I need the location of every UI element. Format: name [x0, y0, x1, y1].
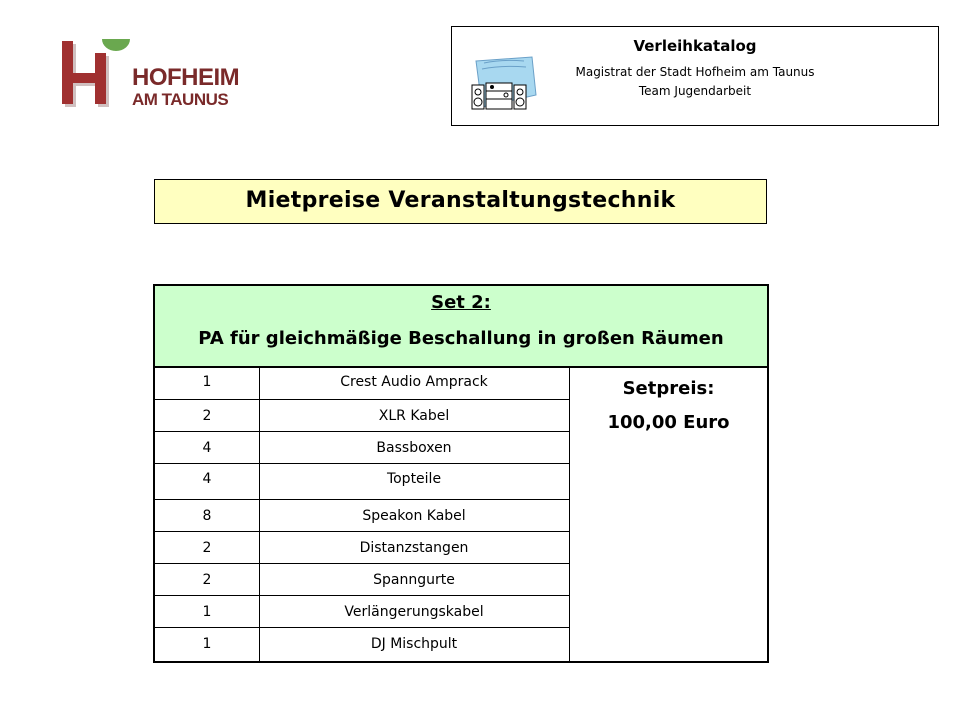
table-row: [155, 432, 569, 464]
logo-text-line2: AM TAUNUS: [132, 90, 229, 109]
item-quantity: 1: [202, 636, 212, 652]
item-name: Verlängerungskabel: [344, 604, 484, 620]
item-name: Crest Audio Amprack: [340, 374, 488, 390]
catalog-subtitle-office: Magistrat der Stadt Hofheim am Taunus: [575, 65, 815, 79]
item-quantity: 4: [202, 471, 212, 487]
set-description: PA für gleichmäßige Beschallung in großen Räumen: [198, 328, 724, 349]
item-name: Speakon Kabel: [362, 508, 466, 524]
set-label: Set 2:: [431, 292, 491, 313]
table-row: [155, 596, 569, 628]
page-title: Mietpreise Veranstaltungstechnik: [154, 179, 767, 224]
item-quantity: 2: [202, 572, 212, 588]
item-quantity: 1: [202, 604, 212, 620]
table-row: [155, 400, 569, 432]
catalog-subtitle-team: Team Jugendarbeit: [638, 84, 752, 98]
table-row: [155, 532, 569, 564]
table-row: [155, 564, 569, 596]
item-quantity: 2: [202, 540, 212, 556]
item-quantity: 8: [202, 508, 212, 524]
item-name: Spanngurte: [373, 572, 455, 588]
item-name: Bassboxen: [376, 440, 452, 456]
set-price-label: Setpreis:: [622, 378, 715, 399]
table-row: [155, 464, 569, 500]
catalog-header: [451, 26, 939, 126]
item-quantity: 4: [202, 440, 212, 456]
set-table-header: [155, 286, 767, 368]
set-table: [153, 284, 769, 663]
item-name: XLR Kabel: [378, 408, 450, 424]
item-name: Topteile: [386, 471, 442, 487]
column-divider: [259, 368, 260, 661]
item-quantity: 1: [202, 374, 212, 390]
item-name: DJ Mischpult: [370, 636, 458, 652]
catalog-title: Verleihkatalog: [633, 37, 757, 55]
hofheim-logo: [58, 36, 248, 116]
item-name: Distanzstangen: [359, 540, 469, 556]
table-row: [155, 628, 569, 661]
item-quantity: 2: [202, 408, 212, 424]
logo-text-line1: HOFHEIM: [132, 64, 240, 91]
hofheim-logo-icon: [58, 36, 132, 112]
table-row: [155, 500, 569, 532]
table-row: [155, 368, 569, 400]
set-price-value: 100,00 Euro: [607, 412, 730, 433]
